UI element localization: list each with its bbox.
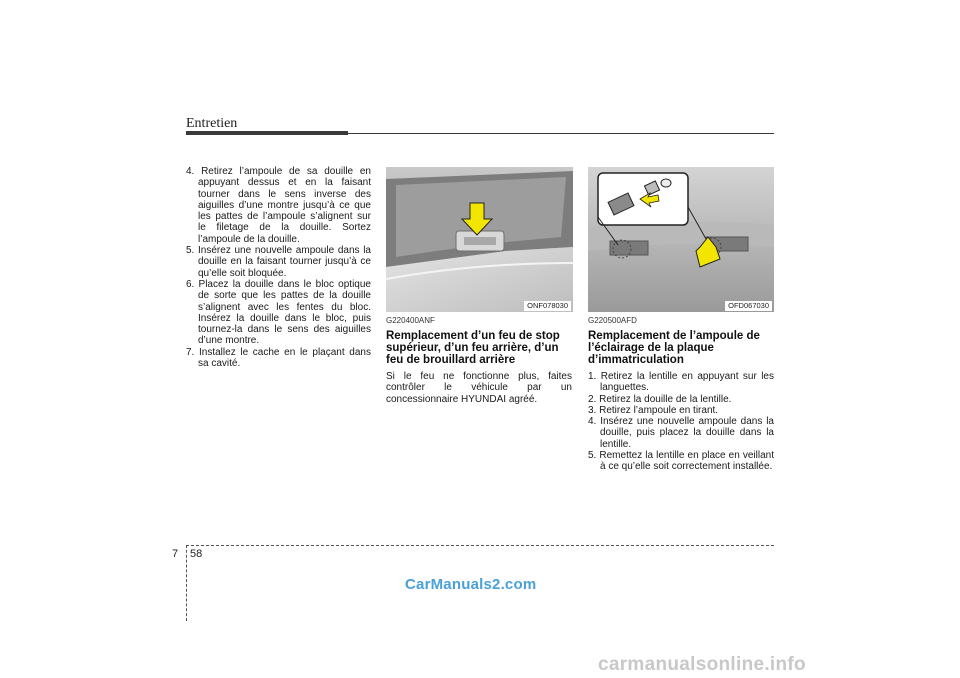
footer-divider [186,545,774,546]
arrow-up-icon [588,167,774,312]
arrow-up-shape [696,237,720,267]
section-heading: Remplacement de l’ampoule de l’éclairage de la plaque d’immatriculation [588,330,760,366]
watermark-bottom: carmanualsonline.info [598,654,806,675]
figure-label: ONF078030 [524,301,571,311]
section-body: Si le feu ne fonctionne plus, faites contrôler le véhicule par un concessionnaire HYUNDAI agréé. [386,371,572,405]
header-bar [186,131,348,135]
step-item: 7. Installez le cache en le plaçant dans sa cavité. [186,346,371,370]
column-steps [186,166,371,369]
step-item: 2. Retirez la douille de la lentille. [588,393,732,405]
step-item: 4. Insérez une nouvelle ampoule dans la douille, puis placez la douille dans la lentille. [588,416,774,450]
step-item: 3. Retirez l’ampoule en tirant. [588,404,719,416]
step-item: 4. Retirez l’ampoule de sa douille en appuyant dessus et en la faisant tourner dans le sens inverse des aiguilles d’une montre jusqu’à ce que les pattes de l’ampoule s’alignent sur le filetage de la douille. Sortez l’ampoule de la douille. [186,166,371,245]
arrow-down-shape [462,203,492,235]
page-header-title: Entretien [186,116,238,131]
section-stop-light [386,316,572,405]
step-item: 6. Placez la douille dans le bloc optique de sorte que les pattes de la douille s’alignent avec les fentes du bloc. Insérez la douille dans le bloc, puis tournez-la dans le sens des aiguilles d’une montre. [186,278,371,347]
section-license-plate [588,316,774,473]
footer-vertical-divider [186,545,187,621]
step-item: 5. Remettez la lentille en place en veillant à ce qu’elle soit correctement installée. [588,450,774,473]
arrow-down-icon [386,167,573,312]
arrow-left-small-shape [640,193,659,207]
step-item: 5. Insérez une nouvelle ampoule dans la douille en la faisant tourner jusqu’à ce qu’elle soit bloquée. [186,245,371,279]
figure-rear-window-stop-light [386,167,573,312]
section-code: G220400ANF [386,316,435,325]
step-item: 1. Retirez la lentille en appuyant sur les languettes. [588,371,774,394]
page-number: 58 [190,548,203,560]
figure-license-plate-light [588,167,774,312]
header-rule [348,133,774,134]
section-heading: Remplacement d’un feu de stop supérieur, d’un feu arrière, d’un feu de brouillard arrière [386,330,560,366]
watermark-top[interactable]: CarManuals2.com [405,576,537,593]
chapter-number: 7 [172,548,179,560]
figure-label: OFD067030 [725,301,772,311]
section-code: G220500AFD [588,316,637,325]
